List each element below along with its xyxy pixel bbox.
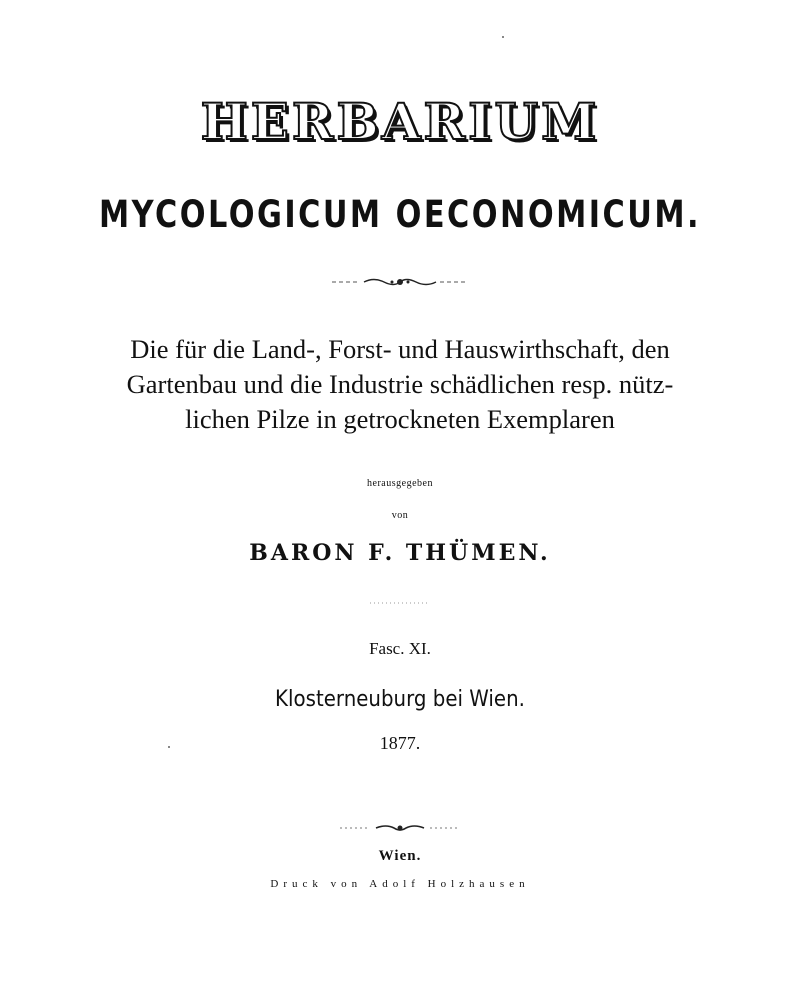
edited-label: herausgegeben	[367, 478, 433, 489]
ornament-divider-bottom	[330, 821, 470, 835]
fascicle-number: Fasc. XI.	[369, 639, 431, 658]
publication-year: 1877.	[379, 733, 421, 753]
dotted-divider	[330, 596, 470, 610]
by-label: von	[391, 510, 409, 521]
place-of-publication: Klosterneuburg bei Wien.	[275, 687, 525, 712]
description-line-1: Die für die Land-, Forst- und Hauswirthschaft, den	[130, 334, 670, 364]
description-line-3: lichen Pilze in getrockneten Exemplaren	[185, 404, 615, 434]
ornament-divider-top	[330, 275, 470, 289]
paper-speck	[502, 36, 504, 38]
description-line-2: Gartenbau und die Industrie schädlichen resp. nütz-	[126, 369, 674, 399]
main-title: HERBARIUM	[200, 92, 600, 151]
imprint-city: Wien.	[378, 848, 422, 864]
printer-line: Druck von Adolf Holzhausen	[270, 878, 530, 890]
paper-speck	[168, 746, 170, 748]
subtitle: MYCOLOGICUM OECONOMICUM.	[99, 193, 701, 236]
author-name: BARON F. THÜMEN.	[249, 540, 551, 566]
